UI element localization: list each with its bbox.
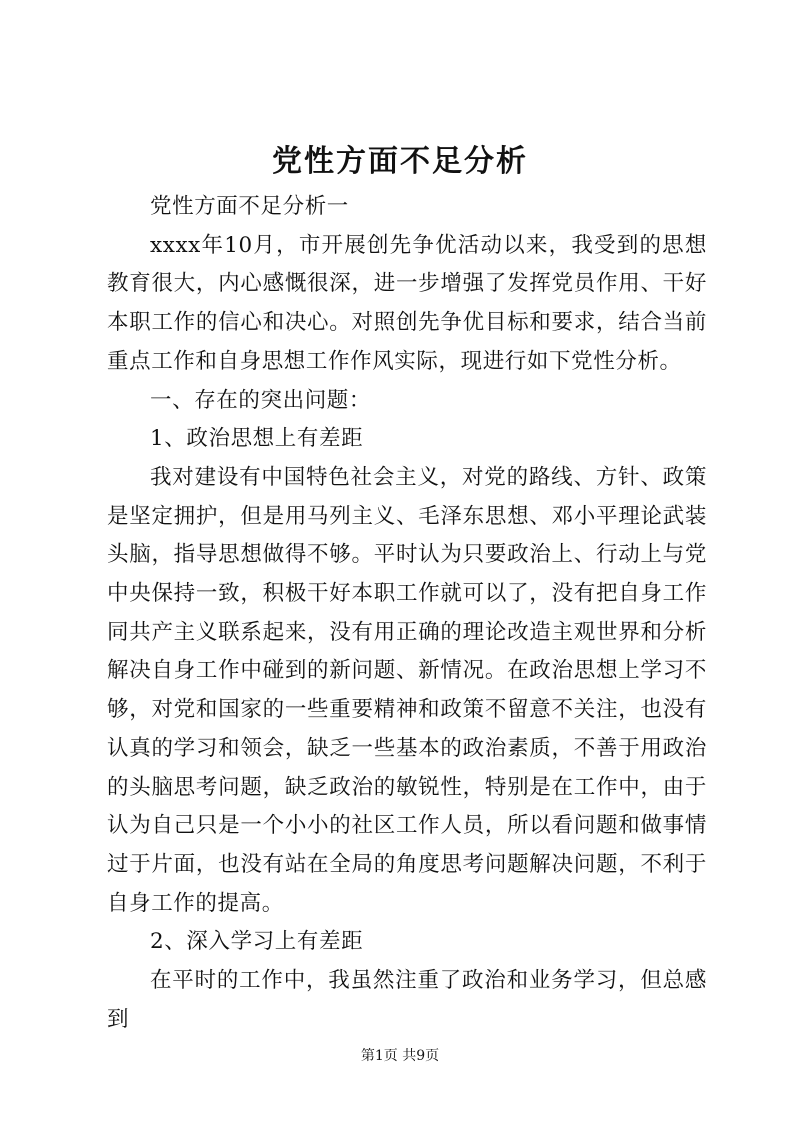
political-paragraph: 我对建设有中国特色社会主义，对党的路线、方针、政策是坚定拥护，但是用马列主义、毛泽东思想、邓小平理论武装头脑，指导思想做得不够。平时认为只要政治上、行动上与党中央保持一致，积极干好本职工作就可以了，没有把自身工作同共产主义联系起来，没有用正确的理论改造主观世界和分析解决自身工作中碰到的新问题、新情况。在政治思想上学习不够，对党和国家的一些重要精神和政策不留意不关注，也没有认真的学习和领会，缺乏一些基本的政治素质，不善于用政治的头脑思考问题，缺乏政治的敏锐性，特别是在工作中，由于认为自己只是一个小小的社区工作人员，所以看问题和做事情过于片面，也没有站在全局的角度思考问题解决问题，不利于自身工作的提高。 [107, 464, 707, 916]
intro-paragraph: xxxx年10月，市开展创先争优活动以来，我受到的思想教育很大，内心感慨很深，进一步增强了发挥党员作用、干好本职工作的信心和决心。对照创先争优目标和要求，结合当前重点工作和自身思想工作作风实际，现进行如下党性分析。 [107, 232, 707, 374]
subheading-political: 1、政治思想上有差距 [150, 426, 364, 452]
subheading-study: 2、深入学习上有差距 [150, 929, 364, 955]
section-heading-one: 党性方面不足分析一 [150, 194, 349, 219]
study-paragraph: 在平时的工作中，我虽然注重了政治和业务学习，但总感到 [107, 968, 707, 1032]
document-title: 党性方面不足分析 [272, 144, 528, 179]
page-footer: 第1页 共9页 [360, 1048, 440, 1064]
problems-heading: 一、存在的突出问题： [150, 387, 372, 413]
document-body [107, 188, 707, 1039]
